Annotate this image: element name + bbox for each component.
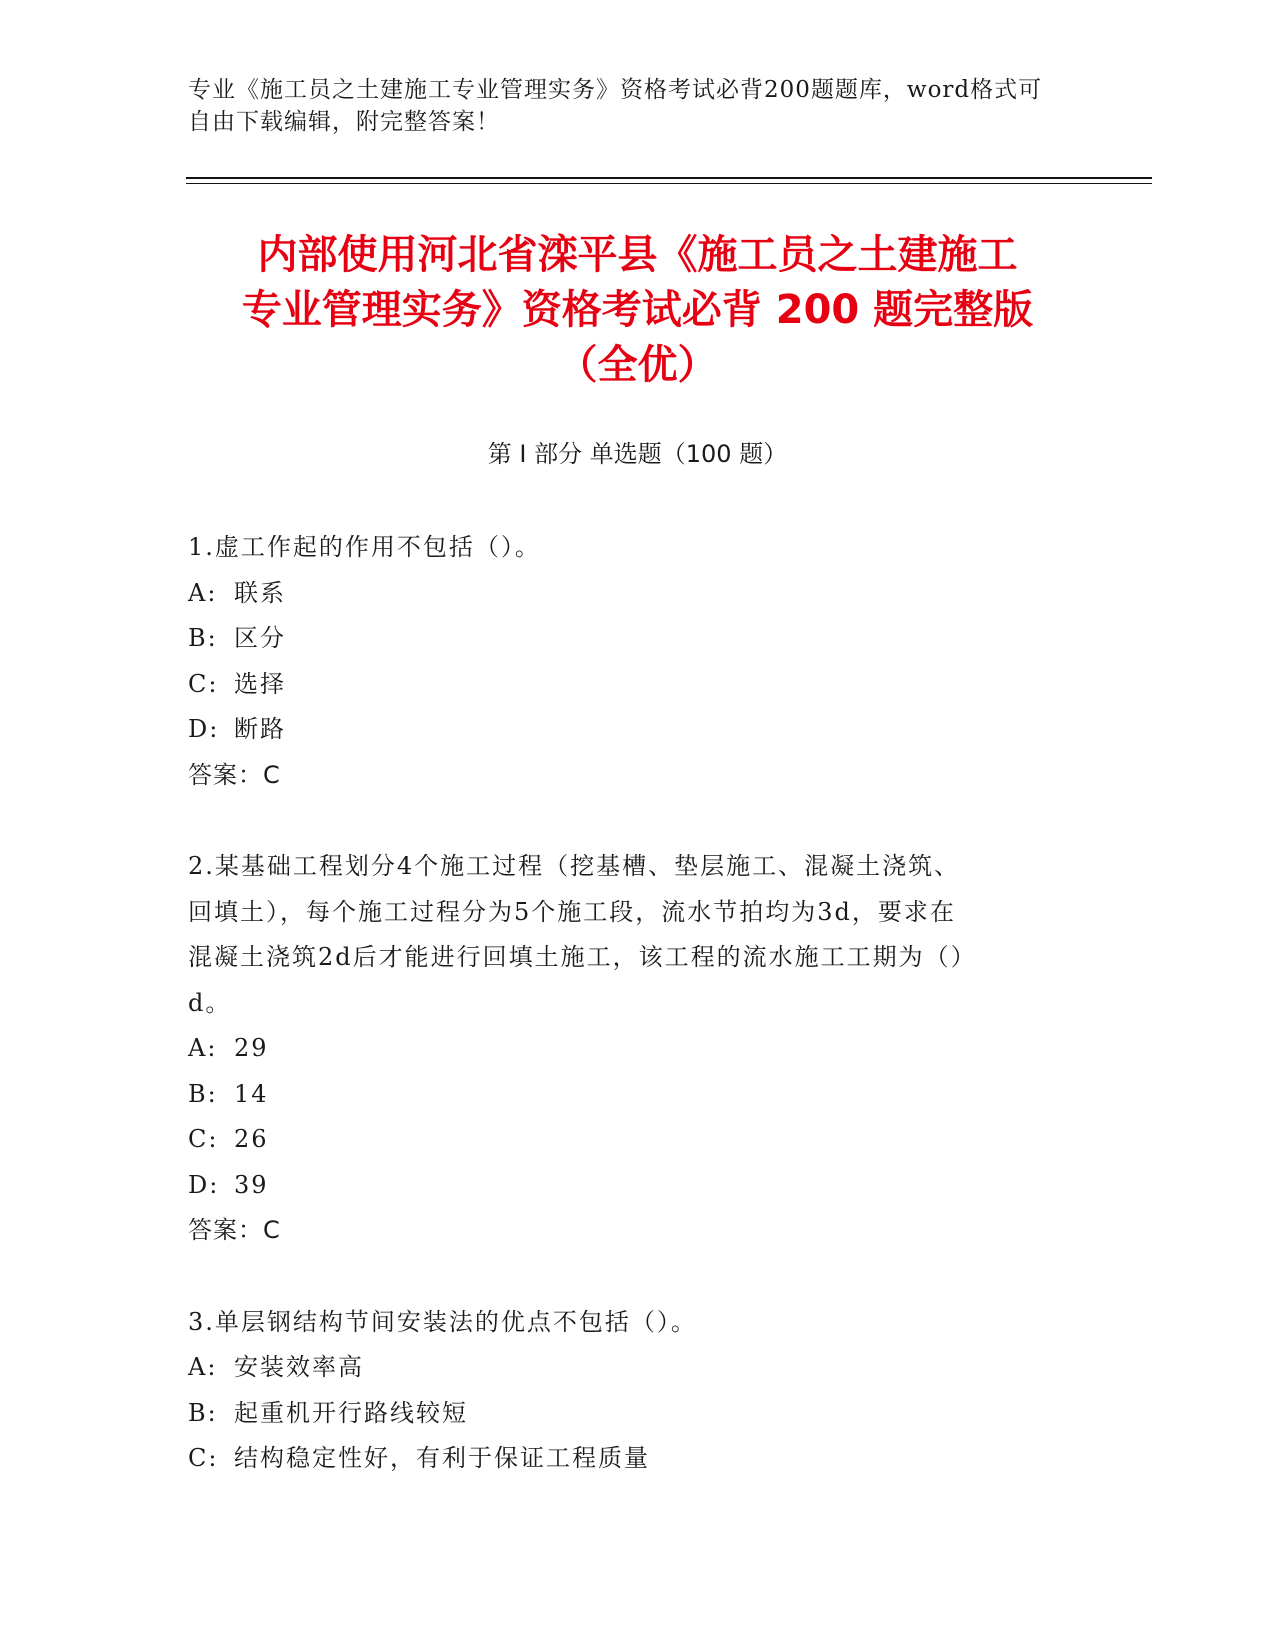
header-rule-thin — [186, 183, 1152, 184]
option-key: C: — [188, 1444, 219, 1472]
option-b — [188, 616, 1068, 662]
question-2 — [188, 844, 1068, 1254]
option-key: A: — [188, 1034, 218, 1062]
option-text: 联系 — [234, 578, 286, 607]
header-rule-thick — [186, 177, 1152, 179]
option-text: 区分 — [234, 624, 286, 652]
header-note-line-2: 自由下载编辑，附完整答案！ — [188, 109, 500, 135]
answer: 答案：C — [188, 1216, 281, 1244]
option-d — [188, 1163, 1068, 1209]
title-line-1: 内部使用河北省滦平县《施工员之土建施工 — [257, 232, 1018, 278]
option-c — [188, 662, 1068, 708]
spacer — [188, 1254, 1068, 1300]
answer: 答案：C — [188, 760, 281, 789]
question-text: 混凝土浇筑2d后才能进行回填土施工，该工程的流水施工工期为（） — [188, 943, 977, 971]
option-b — [188, 1072, 1068, 1118]
option-a — [188, 571, 1068, 617]
header-note-line-1: 专业《施工员之土建施工专业管理实务》资格考试必背200题题库，word格式可 — [188, 77, 1043, 103]
option-key: D: — [188, 715, 220, 743]
option-key: A: — [188, 1353, 218, 1381]
option-text: 断路 — [234, 715, 286, 743]
option-text: 14 — [234, 1079, 269, 1108]
option-text: 结构稳定性好，有利于保证工程质量 — [234, 1444, 650, 1472]
section-heading: 第 I 部分 单选题（100 题） — [487, 440, 788, 468]
option-c — [188, 1436, 1068, 1482]
header-note — [188, 74, 1068, 138]
option-key: C: — [188, 1125, 219, 1153]
title-line-3: （全优） — [557, 342, 718, 388]
option-key: B: — [188, 624, 218, 652]
title-line-2: 专业管理实务》资格考试必背 200 题完整版 — [241, 287, 1034, 333]
option-key: A: — [188, 578, 218, 607]
option-c — [188, 1117, 1068, 1163]
option-key: B: — [188, 1079, 218, 1108]
option-a — [188, 1345, 1068, 1391]
option-key: C: — [188, 669, 219, 698]
option-key: D: — [188, 1170, 220, 1199]
option-text: 安装效率高 — [234, 1353, 364, 1381]
option-b — [188, 1391, 1068, 1437]
question-text: 1.虚工作起的作用不包括（）。 — [188, 533, 541, 561]
option-d — [188, 707, 1068, 753]
question-text: 3.单层钢结构节间安装法的优点不包括（）。 — [188, 1307, 697, 1336]
question-1 — [188, 525, 1068, 798]
option-text: 起重机开行路线较短 — [234, 1398, 468, 1427]
question-list — [188, 525, 1068, 1482]
option-key: B: — [188, 1398, 218, 1427]
option-text: 29 — [234, 1034, 269, 1062]
question-text: 回填土），每个施工过程分为5个施工段，流水节拍均为3d，要求在 — [188, 897, 956, 926]
question-text: d。 — [188, 988, 232, 1017]
document-title — [160, 228, 1115, 393]
question-3 — [188, 1300, 1068, 1482]
spacer — [188, 798, 1068, 844]
question-text: 2.某基础工程划分4个施工过程（挖基槽、垫层施工、混凝土浇筑、 — [188, 852, 961, 880]
option-text: 选择 — [234, 669, 286, 698]
option-text: 26 — [234, 1125, 269, 1153]
option-a — [188, 1026, 1068, 1072]
option-text: 39 — [234, 1170, 269, 1199]
